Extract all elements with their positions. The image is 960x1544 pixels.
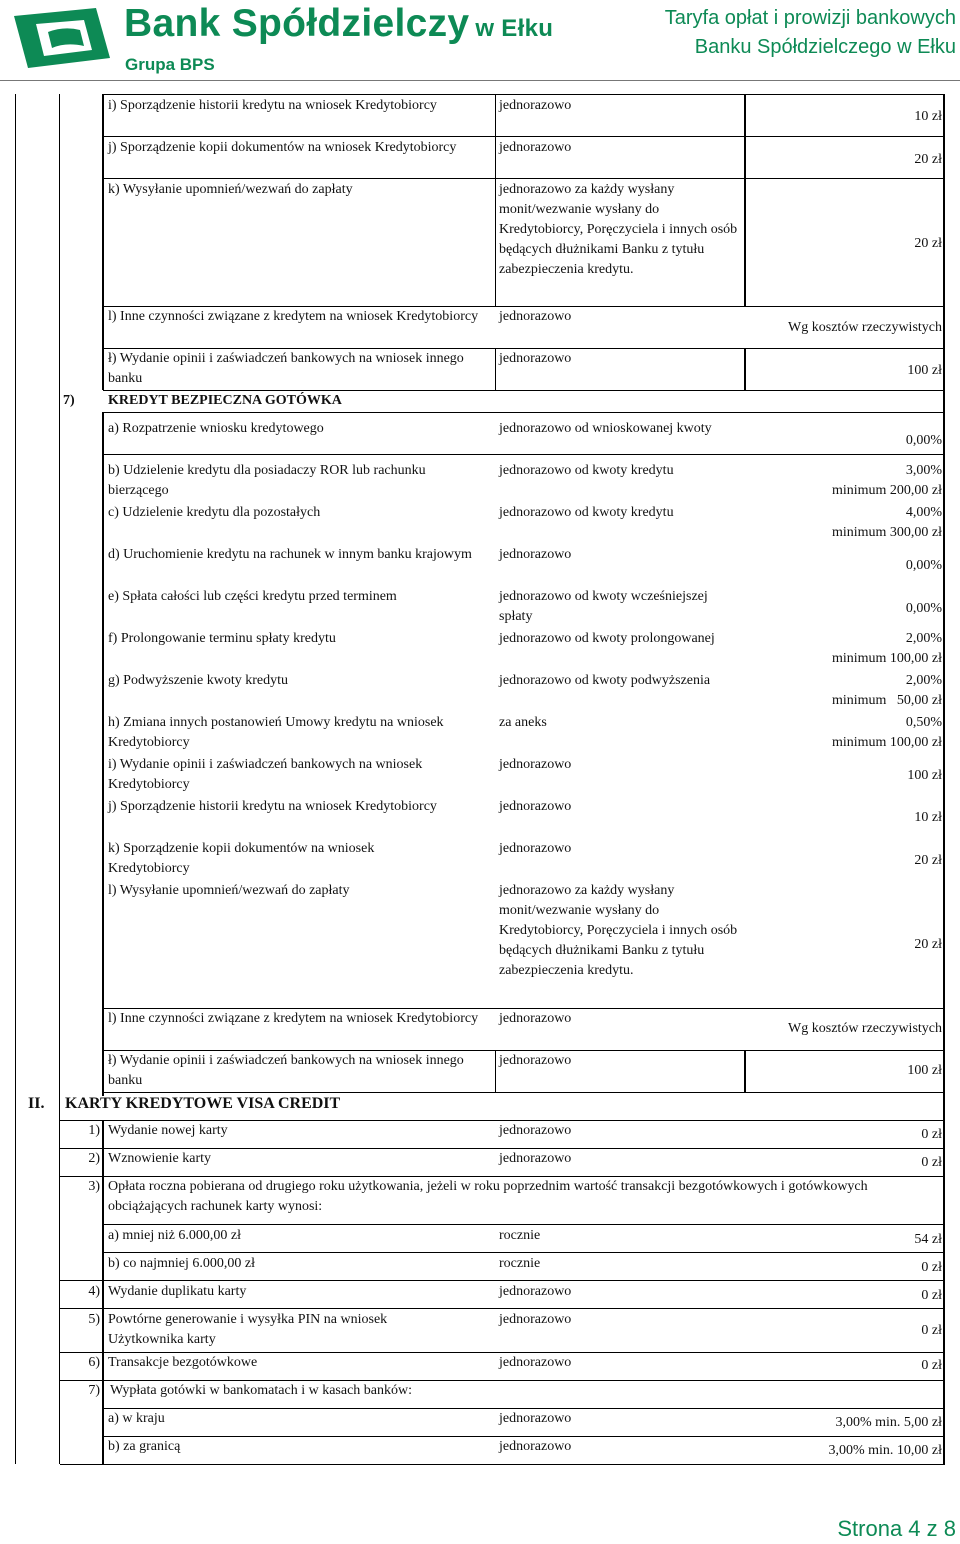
table-border bbox=[103, 136, 945, 137]
table-border bbox=[495, 348, 496, 390]
fee-description: b) za granicą bbox=[108, 1439, 181, 1454]
bank-logo-icon bbox=[6, 6, 114, 74]
fee-description: a) Rozpatrzenie wniosku kredytowego bbox=[108, 421, 324, 436]
document-title: Taryfa opłat i prowizji bankowych Banku Spółdzielczego w Ełku bbox=[664, 7, 956, 58]
fee-amount: 0 zł bbox=[921, 1358, 942, 1373]
fee-mode: jednorazowo za każdy wysłany monit/wezwanie wysłany do Kredytobiorcy, Poręczyciela i innych osób będących dłużnikami Banku z tytułu zabezpieczenia kredytu. bbox=[499, 182, 738, 277]
fee-amount: 2,00% bbox=[905, 631, 942, 646]
fee-amount: 20 zł bbox=[914, 236, 942, 251]
table-border bbox=[59, 94, 60, 1464]
section-title: KREDYT BEZPIECZNA GOTÓWKA bbox=[108, 393, 342, 408]
fee-mode: jednorazowo od kwoty kredytu bbox=[499, 505, 674, 520]
table-border bbox=[15, 94, 16, 1464]
fee-description: k) Wysyłanie upomnień/wezwań do zapłaty bbox=[108, 182, 353, 197]
fee-mode: jednorazowo bbox=[499, 1312, 572, 1327]
table-border bbox=[102, 1120, 104, 1464]
fee-amount: 3,00% min. 5,00 zł bbox=[835, 1415, 942, 1430]
fee-amount: 0,00% bbox=[905, 558, 942, 573]
fee-mode: jednorazowo bbox=[499, 547, 572, 562]
fee-mode: jednorazowo od kwoty podwyższenia bbox=[499, 673, 711, 688]
fee-mode: jednorazowo bbox=[499, 1411, 572, 1426]
table-border bbox=[60, 1464, 945, 1465]
fee-mode: jednorazowo bbox=[499, 1123, 572, 1138]
fee-minimum: minimum 300,00 zł bbox=[831, 525, 942, 540]
fee-mode: jednorazowo od kwoty wcześniejszej spłaty bbox=[499, 589, 708, 624]
fee-amount: 0 zł bbox=[921, 1127, 942, 1142]
table-border bbox=[943, 94, 945, 1464]
fee-mode: jednorazowo bbox=[499, 1151, 572, 1166]
fee-mode: jednorazowo bbox=[499, 98, 572, 113]
item-number: 6) bbox=[88, 1355, 100, 1370]
item-number: 2) bbox=[88, 1151, 100, 1166]
table-border bbox=[60, 1308, 945, 1309]
fee-mode: jednorazowo bbox=[499, 140, 572, 155]
fee-mode: jednorazowo od kwoty kredytu bbox=[499, 463, 674, 478]
fee-description: c) Udzielenie kredytu dla pozostałych bbox=[108, 505, 321, 520]
fee-description: j) Sporządzenie historii kredytu na wniosek Kredytobiorcy bbox=[108, 799, 437, 814]
fee-description: g) Podwyższenie kwoty kredytu bbox=[108, 673, 289, 688]
fee-description: ł) Wydanie opinii i zaświadczeń bankowych na wniosek innego banku bbox=[108, 351, 464, 386]
fee-description: Powtórne generowanie i wysyłka PIN na wniosek Użytkownika karty bbox=[108, 1312, 388, 1347]
fee-mode: jednorazowo od kwoty prolongowanej bbox=[499, 631, 715, 646]
fee-amount: 0,00% bbox=[905, 601, 942, 616]
fee-description: Transakcje bezgotówkowe bbox=[108, 1355, 258, 1370]
fee-description: i) Wydanie opinii i zaświadczeń bankowych na wniosek Kredytobiorcy bbox=[108, 757, 423, 792]
table-border bbox=[744, 94, 746, 306]
item-number: 7) bbox=[88, 1383, 100, 1398]
fee-amount: 100 zł bbox=[907, 768, 942, 783]
fee-mode: jednorazowo bbox=[499, 351, 572, 366]
fee-mode: jednorazowo bbox=[499, 1439, 572, 1454]
fee-amount: 0 zł bbox=[921, 1260, 942, 1275]
fee-minimum: minimum 50,00 zł bbox=[831, 693, 942, 708]
fee-mode: jednorazowo bbox=[499, 1284, 572, 1299]
fee-description: Wydanie nowej karty bbox=[108, 1123, 228, 1138]
section-number: II. bbox=[28, 1095, 45, 1112]
table-border bbox=[103, 412, 945, 413]
table-border bbox=[103, 94, 945, 95]
table-border bbox=[103, 1252, 945, 1253]
fee-amount: 54 zł bbox=[914, 1232, 942, 1247]
fee-mode: jednorazowo bbox=[499, 309, 572, 324]
fee-amount: Wg kosztów rzeczywistych bbox=[788, 320, 942, 335]
table-border bbox=[60, 1280, 945, 1281]
fee-amount: 4,00% bbox=[905, 505, 942, 520]
item-number: 3) bbox=[88, 1179, 100, 1194]
fee-amount: 20 zł bbox=[914, 152, 942, 167]
fee-description: a) mniej niż 6.000,00 zł bbox=[108, 1228, 241, 1243]
fee-description: Wypłata gotówki w bankomatach i w kasach banków: bbox=[110, 1383, 413, 1398]
bank-group: Grupa BPS bbox=[125, 55, 215, 74]
fee-mode: rocznie bbox=[499, 1256, 541, 1271]
section-number: 7) bbox=[63, 393, 75, 408]
fee-description: i) Sporządzenie historii kredytu na wniosek Kredytobiorcy bbox=[108, 98, 437, 113]
fee-description: Wznowienie karty bbox=[108, 1151, 212, 1166]
fee-description: b) Udzielenie kredytu dla posiadaczy ROR lub rachunku bierzącego bbox=[108, 463, 426, 498]
fee-mode: jednorazowo od wnioskowanej kwoty bbox=[499, 421, 712, 436]
fee-description: f) Prolongowanie terminu spłaty kredytu bbox=[108, 631, 336, 646]
table-border bbox=[495, 94, 496, 306]
fee-description: l) Inne czynności związane z kredytem na wniosek Kredytobiorcy bbox=[108, 309, 479, 324]
fee-amount: 0,50% bbox=[905, 715, 942, 730]
fee-description: e) Spłata całości lub części kredytu przed terminem bbox=[108, 589, 397, 604]
fee-mode: rocznie bbox=[499, 1228, 541, 1243]
fee-amount: 20 zł bbox=[914, 937, 942, 952]
fee-amount: 100 zł bbox=[907, 363, 942, 378]
table-border bbox=[102, 412, 104, 1096]
fee-amount: 20 zł bbox=[914, 853, 942, 868]
fee-description: l) Inne czynności związane z kredytem na wniosek Kredytobiorcy bbox=[108, 1011, 479, 1026]
fee-mode: za aneks bbox=[499, 715, 547, 730]
fee-amount: 0 zł bbox=[921, 1288, 942, 1303]
fee-amount: 0 zł bbox=[921, 1323, 942, 1338]
item-number: 5) bbox=[88, 1312, 100, 1327]
fee-amount: 10 zł bbox=[914, 109, 942, 124]
fee-description: a) w kraju bbox=[108, 1411, 165, 1426]
table-border bbox=[103, 454, 945, 455]
fee-description: Wydanie duplikatu karty bbox=[108, 1284, 247, 1299]
fee-amount: 3,00% min. 10,00 zł bbox=[828, 1443, 942, 1458]
fee-description: ł) Wydanie opinii i zaświadczeń bankowych na wniosek innego banku bbox=[108, 1053, 464, 1088]
item-number: 1) bbox=[88, 1123, 100, 1138]
table-border bbox=[103, 178, 945, 179]
item-number: 4) bbox=[88, 1284, 100, 1299]
fee-minimum: minimum 100,00 zł bbox=[831, 651, 942, 666]
fee-amount: 0,00% bbox=[905, 433, 942, 448]
fee-minimum: minimum 200,00 zł bbox=[831, 483, 942, 498]
table-border bbox=[102, 94, 104, 390]
table-border bbox=[744, 348, 746, 390]
page-number: Strona 4 z 8 bbox=[837, 1516, 956, 1541]
fee-description: l) Wysyłanie upomnień/wezwań do zapłaty bbox=[108, 883, 350, 898]
fee-amount: 100 zł bbox=[907, 1063, 942, 1078]
fee-description: d) Uruchomienie kredytu na rachunek w innym banku krajowym bbox=[108, 547, 472, 562]
fee-amount: 0 zł bbox=[921, 1155, 942, 1170]
fee-description: Opłata roczna pobierana od drugiego roku użytkowania, jeżeli w roku poprzednim wartość transakcji bezgotówkowych i gotówkowych obciążających rachunek karty wynosi: bbox=[108, 1179, 868, 1214]
fee-amount: Wg kosztów rzeczywistych bbox=[788, 1021, 942, 1036]
fee-mode: jednorazowo za każdy wysłany monit/wezwanie wysłany do Kredytobiorcy, Poręczyciela i innych osób będących dłużnikami Banku z tytułu zabezpieczenia kredytu. bbox=[499, 883, 738, 978]
table-border bbox=[103, 1224, 945, 1225]
fee-mode: jednorazowo bbox=[499, 1355, 572, 1370]
fee-mode: jednorazowo bbox=[499, 799, 572, 814]
fee-description: j) Sporządzenie kopii dokumentów na wniosek Kredytobiorcy bbox=[108, 140, 457, 155]
table-border bbox=[744, 1050, 746, 1092]
fee-amount: 2,00% bbox=[905, 673, 942, 688]
fee-mode: jednorazowo bbox=[499, 1011, 572, 1026]
fee-mode: jednorazowo bbox=[499, 757, 572, 772]
section-title: KARTY KREDYTOWE VISA CREDIT bbox=[65, 1095, 341, 1112]
table-border bbox=[495, 1050, 496, 1092]
header-divider bbox=[0, 80, 960, 81]
fee-mode: jednorazowo bbox=[499, 841, 572, 856]
fee-mode: jednorazowo bbox=[499, 1053, 572, 1068]
fee-description: k) Sporządzenie kopii dokumentów na wniosek Kredytobiorcy bbox=[108, 841, 375, 876]
fee-amount: 3,00% bbox=[905, 463, 942, 478]
bank-name: Bank Spółdzielczy w Ełku bbox=[124, 2, 554, 45]
table-border bbox=[103, 1092, 945, 1093]
fee-amount: 10 zł bbox=[914, 810, 942, 825]
fee-description: h) Zmiana innych postanowień Umowy kredytu na wniosek Kredytobiorcy bbox=[108, 715, 444, 750]
bank-name-suffix: w Ełku bbox=[475, 15, 554, 42]
fee-minimum: minimum 100,00 zł bbox=[831, 735, 942, 750]
fee-description: b) co najmniej 6.000,00 zł bbox=[108, 1256, 255, 1271]
